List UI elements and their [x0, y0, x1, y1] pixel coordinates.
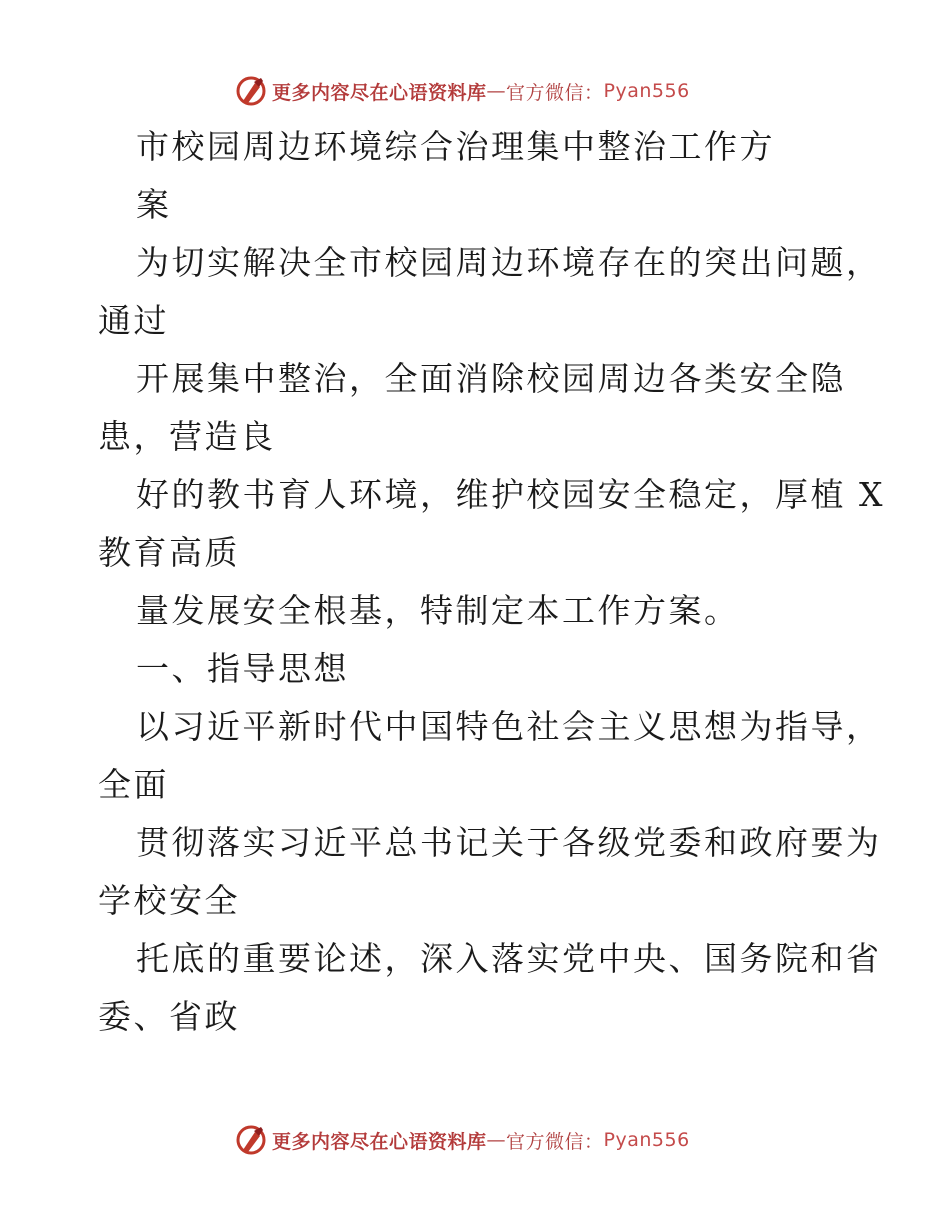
paragraph-line: 贯彻落实习近平总书记关于各级党委和政府要为 [136, 823, 882, 862]
watermark-separator: — [486, 1129, 507, 1151]
paragraph-line: 患，营造良 [98, 417, 276, 456]
footer-watermark [234, 1123, 690, 1157]
watermark-text: 更多内容尽在心语资料库 [272, 1130, 487, 1153]
watermark-text: 更多内容尽在心语资料库 [272, 81, 487, 104]
paragraph-line: 以习近平新时代中国特色社会主义思想为指导， [136, 707, 882, 746]
watermark-account: Pyan556 [603, 80, 690, 102]
section-heading: 一、指导思想 [136, 649, 349, 688]
paragraph-line: 全面 [98, 765, 169, 804]
paragraph-line: 托底的重要论述，深入落实党中央、国务院和省 [136, 939, 882, 978]
paragraph-line: 量发展安全根基，特制定本工作方案。 [136, 591, 740, 630]
paragraph-line: 委、省政 [98, 997, 240, 1036]
paragraph-line: 通过 [98, 301, 169, 340]
pen-nib-logo-icon [234, 1123, 268, 1157]
pen-nib-logo-icon [234, 74, 268, 108]
watermark-separator: — [486, 80, 507, 102]
paragraph-line: 好的教书育人环境，维护校园安全稳定，厚植 X [136, 475, 885, 514]
document-title-line: 市校园周边环境综合治理集中整治工作方 [136, 127, 775, 166]
header-watermark [234, 74, 690, 108]
watermark-label: 官方微信： [506, 81, 604, 104]
document-title-line: 案 [136, 185, 172, 224]
paragraph-line: 为切实解决全市校园周边环境存在的突出问题， [136, 243, 882, 282]
paragraph-line: 教育高质 [98, 533, 240, 572]
watermark-account: Pyan556 [603, 1129, 690, 1151]
paragraph-line: 学校安全 [98, 881, 240, 920]
paragraph-line: 开展集中整治，全面消除校园周边各类安全隐 [136, 359, 846, 398]
watermark-label: 官方微信： [506, 1130, 604, 1153]
